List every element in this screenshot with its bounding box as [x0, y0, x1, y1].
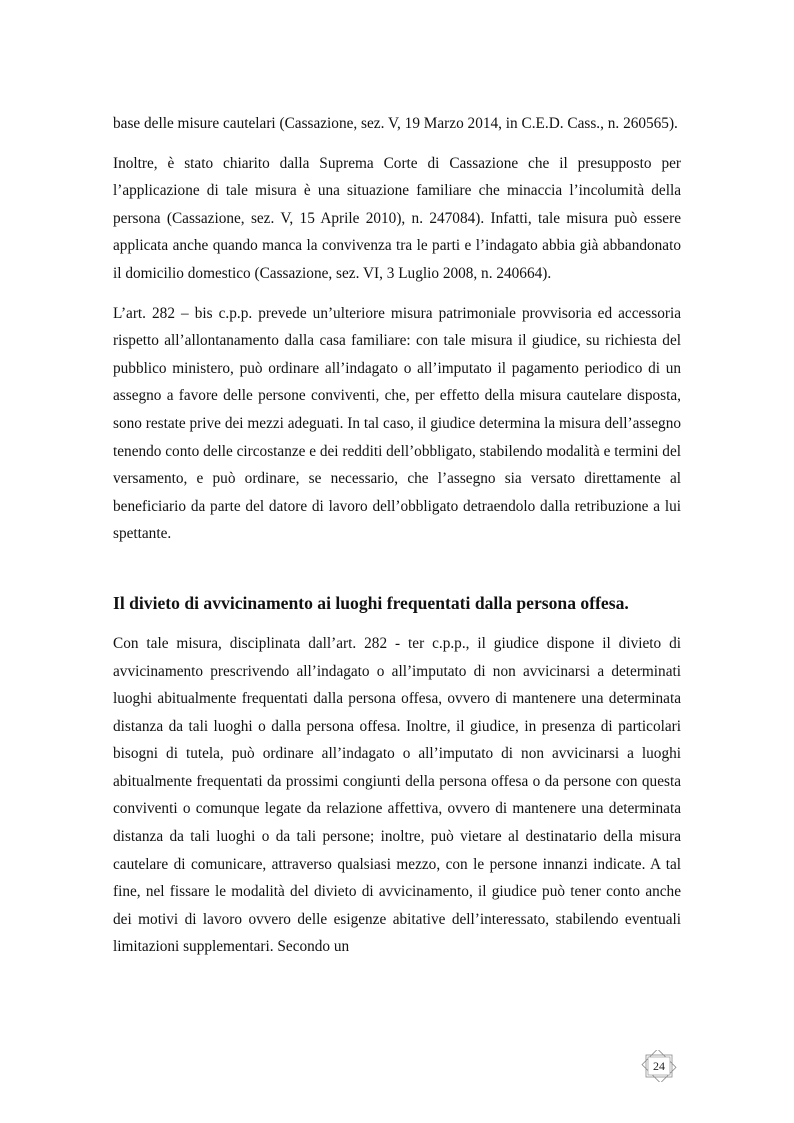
document-body — [113, 110, 681, 973]
paragraph-1: base delle misure cautelari (Cassazione, sez. V, 19 Marzo 2014, in C.E.D. Cass., n. 260565). — [113, 115, 678, 132]
section-heading: Il divieto di avvicinamento ai luoghi frequentati dalla persona offesa. — [113, 592, 629, 613]
page-number-ornament — [640, 1050, 678, 1082]
paragraph-3: L’art. 282 – bis c.p.p. prevede un’ulteriore misura patrimoniale provvisoria ed accessoria rispetto all’allontanamento dalla casa familiare: con tale misura il giudice, su richiesta del pubblico ministero, può ordinare all’indagato o all’imputato il pagamento periodico di un assegno a favore delle persone conviventi, che, per effetto della misura cautelare disposta, sono restate prive dei mezzi adeguati. In tal caso, il giudice determina la misura dell’assegno tenendo conto delle circostanze e dei redditi dell’obbligato, stabilendo modalità e termini del versamento, e può ordinare, se necessario, che l’assegno sia versato direttamente al beneficiario da parte del datore di lavoro dell’obbligato detraendolo dalla retribuzione a lui spettante. — [113, 304, 681, 543]
paragraph-2: Inoltre, è stato chiarito dalla Suprema Corte di Cassazione che il presupposto per l’applicazione di tale misura è una situazione familiare che minaccia l’incolumità della persona (Cassazione, sez. V, 15 Aprile 2010), n. 247084). Infatti, tale misura può essere applicata anche quando manca la convivenza tra le parti e l’indagato abbia già abbandonato il domicilio domestico (Cassazione, sez. VI, 3 Luglio 2008, n. 240664). — [113, 154, 681, 282]
page-number: 24 — [653, 1059, 665, 1073]
section-paragraph: Con tale misura, disciplinata dall’art. 282 - ter c.p.p., il giudice dispone il divieto di avvicinamento prescrivendo all’indagato o all’imputato di non avvicinarsi a determinati luoghi abitualmente frequentati dalla persona offesa, ovvero di mantenere una determinata distanza da tali luoghi o dalla persona offesa. Inoltre, il giudice, in presenza di particolari bisogni di tutela, può ordinare all’indagato o all’imputato di non avvicinarsi a luoghi abitualmente frequentati da prossimi congiunti della persona offesa o da persone con questa conviventi o comunque legate da relazione affettiva, ovvero di mantenere una determinata distanza da tali luoghi o da tali persone; inoltre, può vietare al destinatario della misura cautelare di comunicare, attraverso qualsiasi mezzo, con le persone innanzi indicate. A tal fine, nel fissare le modalità del divieto di avvicinamento, il giudice può tener conto anche dei motivi di lavoro ovvero delle esigenze abitative dell’interessato, stabilendo eventuali limitazioni supplementari. Secondo un — [113, 634, 681, 956]
